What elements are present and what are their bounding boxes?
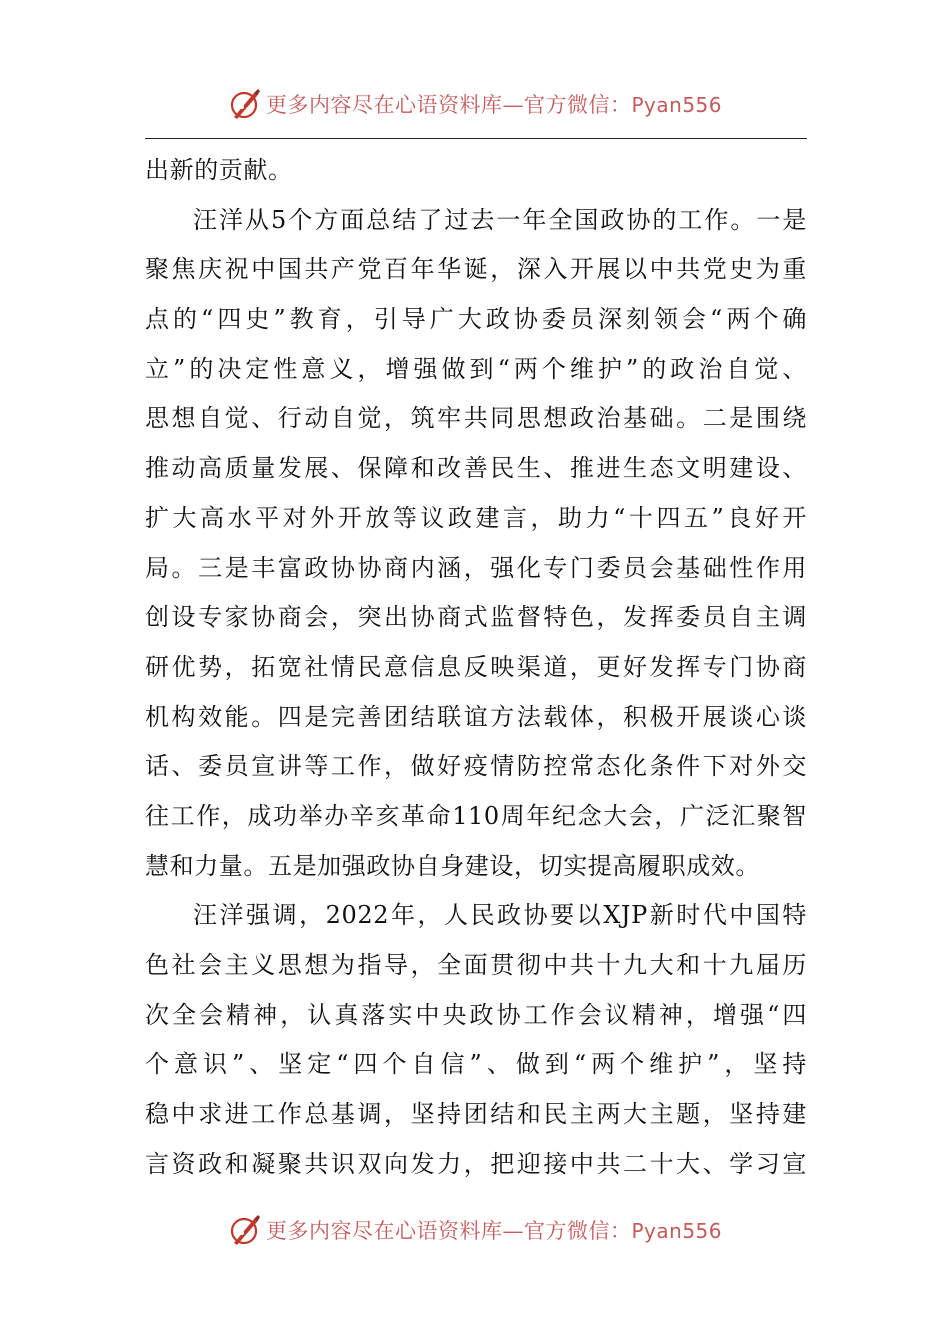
text-line: 往工作，成功举办辛亥革命110周年纪念大会，广泛汇聚智 <box>145 801 807 830</box>
text-line: 话、委员宣讲等工作，做好疫情防控常态化条件下对外交 <box>145 752 807 781</box>
text-line: 聚焦庆祝中国共产党百年华诞，深入开展以中共党史为重 <box>145 255 807 284</box>
footer-watermark-banner <box>0 1210 950 1250</box>
text-line: 研优势，拓宽社情民意信息反映渠道，更好发挥专门协商 <box>145 652 807 681</box>
text-line: 色社会主义思想为指导，全面贯彻中共十九大和十九届历 <box>145 951 807 979</box>
text-line: 个意识”、坚定“四个自信”、做到“两个维护”，坚持 <box>145 1050 807 1079</box>
text-line: 机构效能。四是完善团结联谊方法载体，积极开展谈心谈 <box>145 702 807 731</box>
text-line: 汪洋强调，2022年，人民政协要以XJP新时代中国特 <box>193 901 807 930</box>
document-body <box>145 146 807 1189</box>
pen-circle-logo-icon <box>228 87 262 121</box>
text-line: 稳中求进工作总基调，坚持团结和民主两大主题，坚持建 <box>145 1100 807 1129</box>
text-line: 出新的贡献。 <box>145 156 293 184</box>
watermark-text: 更多内容尽在心语资料库—官方微信：Pyan556 <box>265 93 722 117</box>
pen-circle-logo-icon <box>228 1213 262 1247</box>
header-divider <box>145 138 807 139</box>
text-line: 创设专家协商会，突出协商式监督特色，发挥委员自主调 <box>145 603 807 632</box>
text-line: 点的“四史”教育，引导广大政协委员深刻领会“两个确 <box>145 305 807 334</box>
watermark-text: 更多内容尽在心语资料库—官方微信：Pyan556 <box>265 1219 722 1243</box>
text-line: 扩大高水平对外开放等议政建言，助力“十四五”良好开 <box>145 503 807 532</box>
text-line: 次全会精神，认真落实中央政协工作会议精神，增强“四 <box>145 1000 807 1029</box>
text-line: 汪洋从5个方面总结了过去一年全国政协的工作。一是 <box>193 205 807 234</box>
text-line: 立”的决定性意义，增强做到“两个维护”的政治自觉、 <box>145 354 807 383</box>
text-line: 思想自觉、行动自觉，筑牢共同思想政治基础。二是围绕 <box>145 404 807 433</box>
text-line: 局。三是丰富政协协商内涵，强化专门委员会基础性作用 <box>145 553 807 582</box>
text-line: 言资政和凝聚共识双向发力，把迎接中共二十大、学习宣 <box>145 1149 807 1178</box>
text-line: 推动高质量发展、保障和改善民生、推进生态文明建设、 <box>145 454 807 483</box>
text-line: 慧和力量。五是加强政协自身建设，切实提高履职成效。 <box>145 851 760 880</box>
header-watermark-banner <box>0 84 950 124</box>
